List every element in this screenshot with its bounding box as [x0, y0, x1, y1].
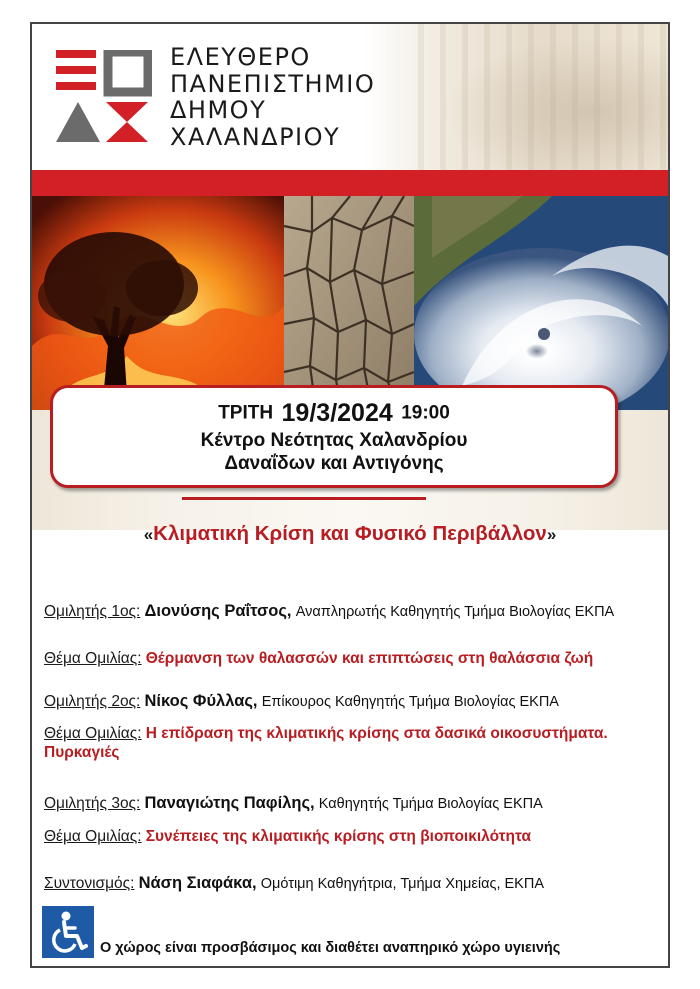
topic-text: Συνέπειες της κλιματικής κρίσης στη βιοποικιλότητα	[145, 828, 532, 845]
university-logo	[56, 50, 152, 146]
speaker-name: Νίκος Φύλλας,	[144, 692, 258, 710]
cracked-earth-image	[284, 196, 414, 410]
event-date: 19/3/2024	[281, 399, 393, 427]
title-text: Κλιματική Κρίση και Φυσικό Περιβάλλον	[153, 522, 547, 545]
speaker-name: Διονύσης Ραΐτσος,	[144, 602, 292, 620]
speaker-1	[44, 602, 656, 622]
wheelchair-icon	[42, 906, 94, 958]
hurricane-image	[414, 196, 668, 410]
university-name-line: ΕΛΕΥΘΕΡΟ	[170, 43, 311, 71]
moderator-label: Συντονισμός:	[44, 875, 135, 892]
topic-label: Θέμα Ομιλίας:	[44, 725, 142, 742]
university-name-line: ΔΗΜΟΥ	[170, 96, 267, 124]
moderator-affiliation: Ομότιμη Καθηγήτρια, Τμήμα Χημείας, ΕΚΠΑ	[260, 876, 544, 892]
event-title	[30, 522, 670, 546]
event-venue: Κέντρο Νεότητας Χαλανδρίου	[200, 430, 468, 451]
moderator-name: Νάση Σιαφάκα,	[138, 874, 257, 892]
speaker-affiliation: Αναπληρωτής Καθηγητής Τμήμα Βιολογίας ΕΚΠΑ	[295, 604, 615, 620]
university-name-line: ΠΑΝΕΠΙΣΤΗΜΙΟ	[170, 69, 376, 98]
accessibility-note: Ο χώρος είναι προσβάσιμος και διαθέτει αναπηρικό χώρο υγιεινής	[100, 940, 561, 956]
event-address: Δαναΐδων και Αντιγόνης	[224, 453, 444, 474]
university-name-line: ΧΑΛΑΝΔΡΙΟΥ	[170, 122, 341, 151]
topic-3	[44, 827, 656, 846]
speaker-affiliation: Καθηγητής Τμήμα Βιολογίας ΕΚΠΑ	[318, 796, 543, 812]
wildfire-image	[32, 196, 284, 410]
topic-2	[44, 724, 656, 762]
topic-label: Θέμα Ομιλίας:	[44, 828, 142, 845]
red-band	[32, 170, 668, 196]
speaker-2	[44, 692, 656, 712]
speaker-affiliation: Επίκουρος Καθηγητής Τμήμα Βιολογίας ΕΚΠΑ	[261, 694, 559, 710]
classical-relief-decoration	[418, 24, 668, 170]
event-datetime	[53, 399, 615, 428]
poster-header	[32, 24, 668, 170]
red-divider	[182, 497, 426, 500]
event-day: ΤΡΙΤΗ	[218, 402, 274, 424]
topic-label: Θέμα Ομιλίας:	[44, 650, 142, 667]
speaker-3	[44, 794, 656, 814]
title-close-quote: »	[546, 525, 557, 544]
speaker-label: Ομιλητής 3ος:	[44, 795, 141, 812]
university-name	[170, 44, 375, 150]
speaker-name: Παναγιώτης Παφίλης,	[144, 794, 315, 812]
moderator	[44, 874, 656, 894]
topic-text: Η επίδραση της κλιματικής κρίσης στα δασικά οικοσυστήματα. Πυρκαγιές	[44, 725, 608, 761]
topic-1	[44, 649, 656, 668]
event-info-box	[50, 385, 618, 488]
speaker-label: Ομιλητής 1ος:	[44, 603, 141, 620]
event-time: 19:00	[401, 402, 450, 424]
topic-text: Θέρμανση των θαλασσών και επιπτώσεις στη θαλάσσια ζωή	[145, 650, 594, 667]
climate-banner	[32, 196, 668, 410]
speaker-label: Ομιλητής 2ος:	[44, 693, 141, 710]
title-open-quote: «	[143, 525, 154, 544]
